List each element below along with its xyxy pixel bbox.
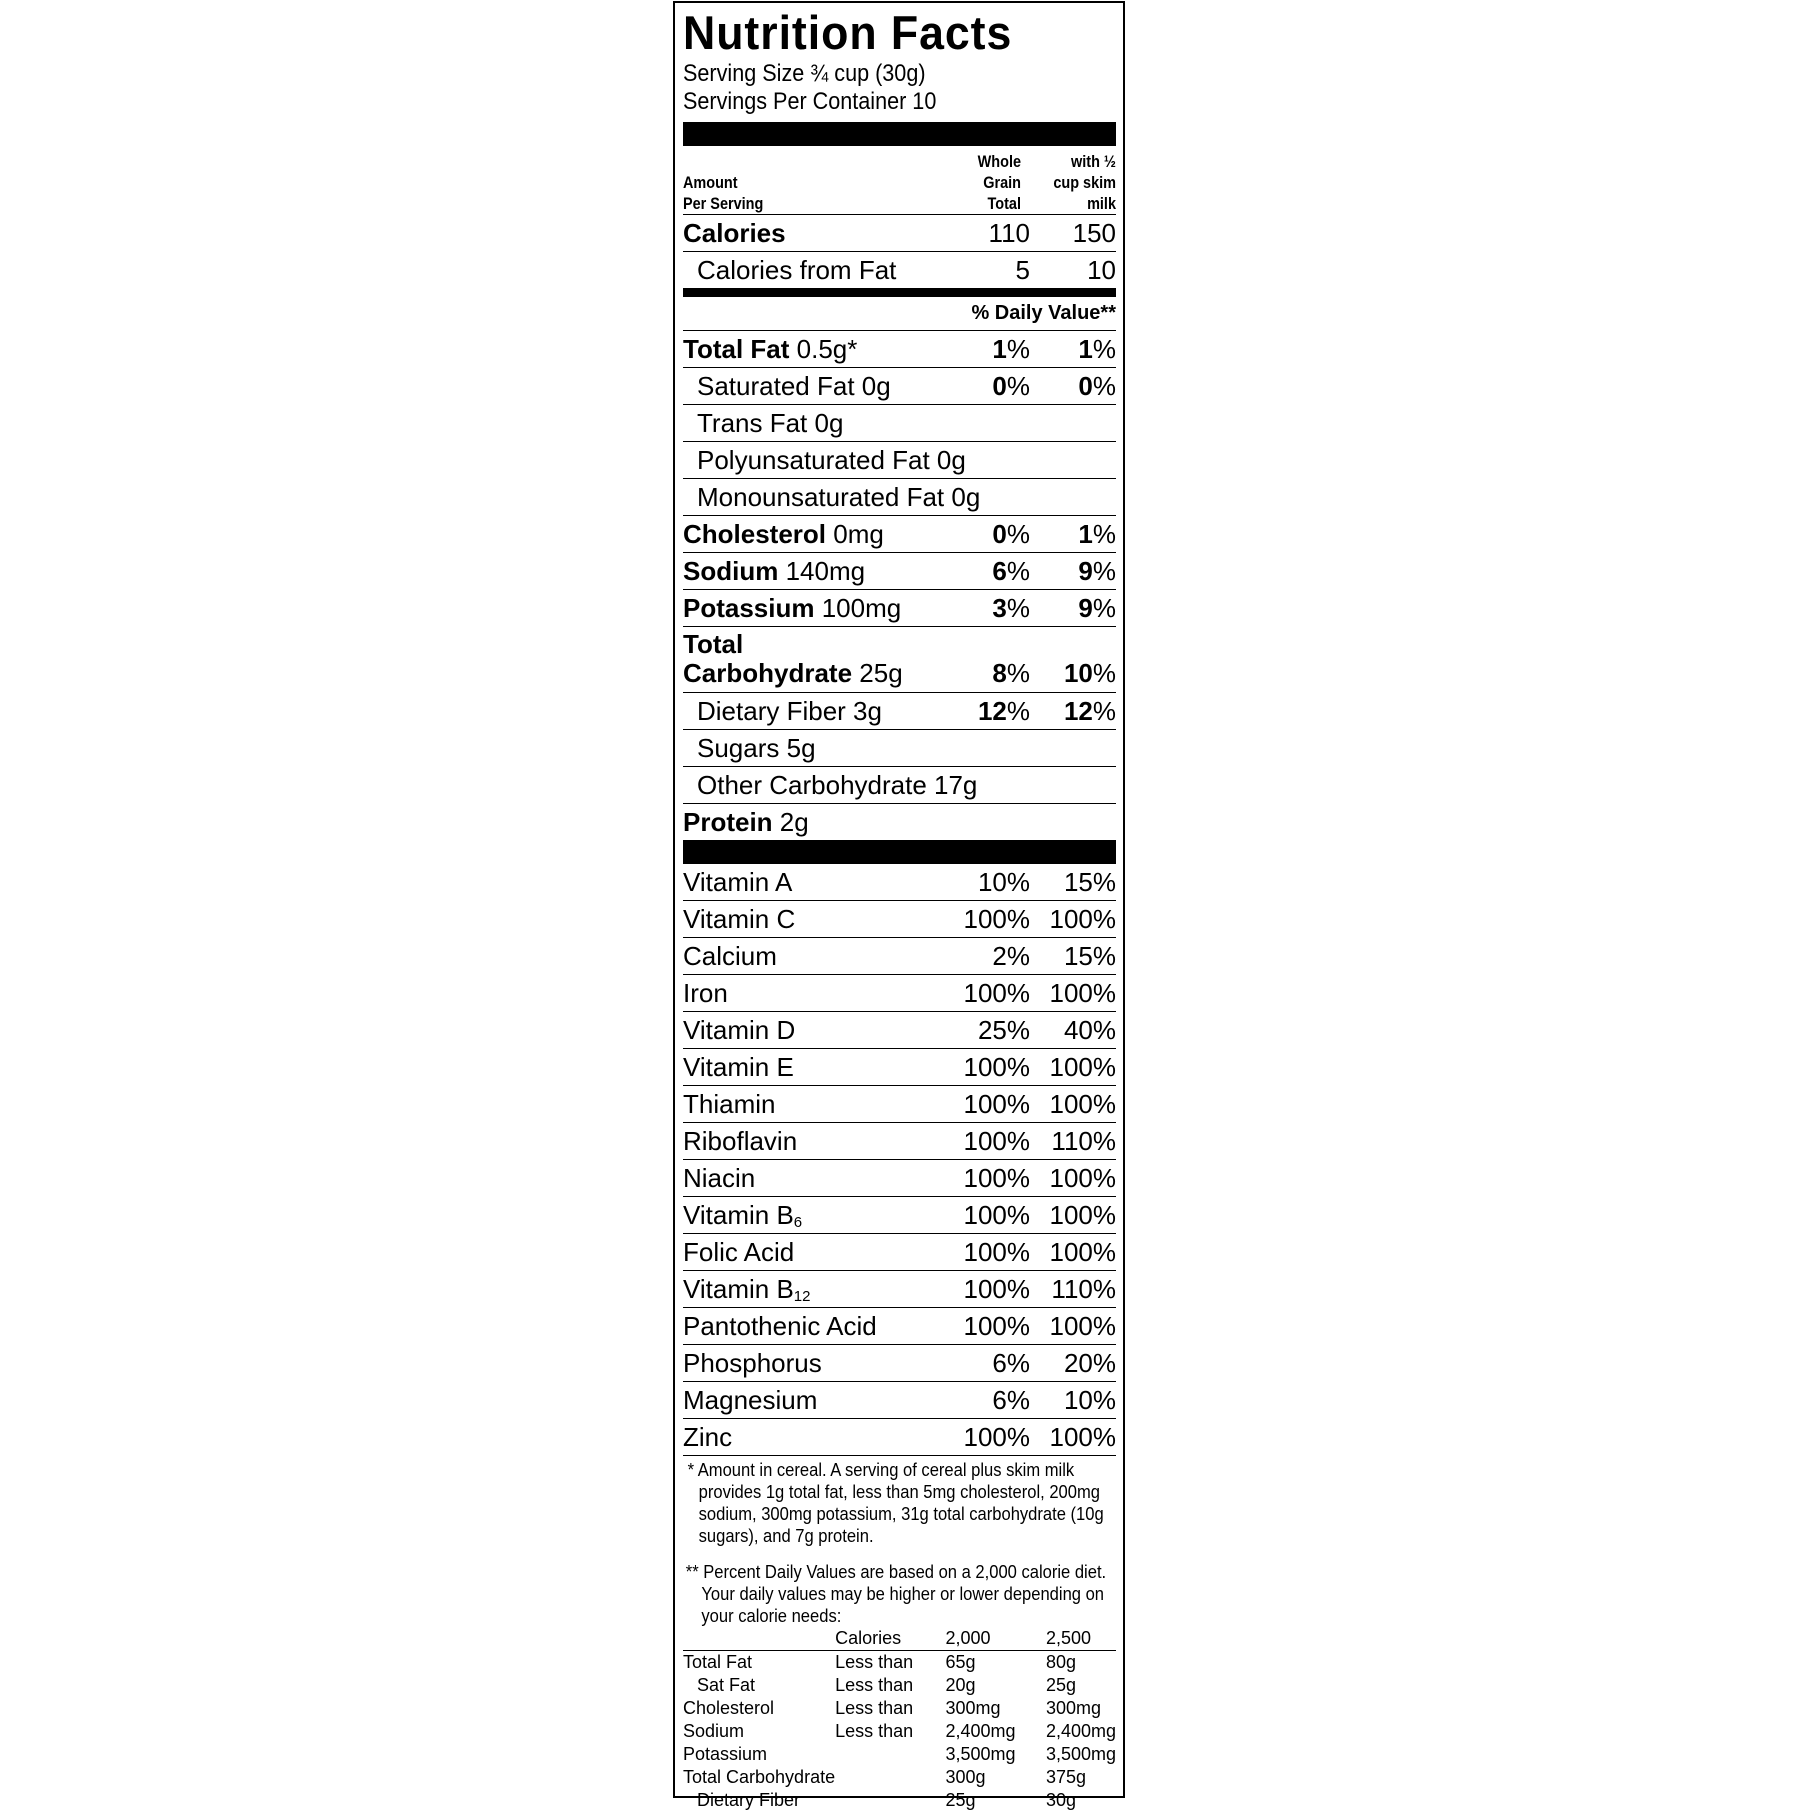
divider-thick-vitamins (683, 840, 1116, 864)
vitamin-dv-2: 100% (1049, 1088, 1116, 1119)
dv-table-cell: Potassium (683, 1744, 768, 1764)
dv-table-cell: 2,400mg (945, 1721, 1016, 1741)
vitamin-dv-1: 100% (963, 1051, 1030, 1082)
total-carbohydrate-label (683, 630, 935, 688)
vitamin-row (683, 1123, 1116, 1160)
trans-fat-label: Trans Fat 0g (697, 407, 844, 438)
percent-sign: % (1006, 592, 1030, 623)
vitamin-dv-1: 100% (963, 1162, 1030, 1193)
vitamin-dv-2: 100% (1049, 1421, 1116, 1452)
vitamin-row (683, 1049, 1116, 1086)
vitamin-row (683, 1012, 1116, 1049)
vitamin-name-text: Vitamin A (683, 866, 793, 897)
dv-table-cell: Sodium (683, 1721, 745, 1741)
vitamin-row (683, 864, 1116, 901)
dv-table-cell: Less than (835, 1652, 914, 1672)
percent-sign: % (1006, 695, 1030, 726)
percent-sign: % (1006, 333, 1030, 364)
vitamin-name (683, 1237, 935, 1268)
cholesterol-name: Cholesterol (683, 518, 827, 549)
vitamin-name-text: Riboflavin (683, 1125, 798, 1156)
dv-table-cell: Sat Fat (697, 1675, 756, 1695)
vitamin-dv-1: 100% (963, 903, 1030, 934)
vitamin-name-text: Vitamin D (683, 1014, 796, 1045)
vitamin-dv-2: 100% (1049, 1236, 1116, 1267)
saturated-fat-dv-1-number: 0 (992, 370, 1007, 401)
percent-sign: % (1006, 518, 1030, 549)
vitamin-dv-1: 6% (992, 1384, 1030, 1415)
vitamin-name (683, 1015, 935, 1046)
vitamin-name-text: Phosphorus (683, 1347, 822, 1378)
vitamin-name-text: Vitamin B (683, 1199, 794, 1230)
total-fat-amount: 0.5g* (789, 333, 858, 364)
vitamin-name (683, 1422, 935, 1453)
nutrition-facts-inner (683, 3, 1116, 1810)
potassium-dv-2-number: 9 (1078, 592, 1093, 623)
vitamin-dv-2: 10% (1063, 1384, 1116, 1415)
divider-thick (683, 122, 1116, 146)
percent-sign: % (1006, 370, 1030, 401)
vitamin-row (683, 1160, 1116, 1197)
percent-sign: % (1092, 518, 1116, 549)
sodium-label (683, 556, 935, 587)
vitamin-row (683, 1419, 1116, 1456)
other-carbohydrate-label: Other Carbohydrate 17g (697, 769, 978, 800)
vitamin-name (683, 904, 935, 935)
total-fat-dv-1 (935, 334, 1030, 365)
vitamin-name-text: Thiamin (683, 1088, 776, 1119)
total-fat-name: Total Fat (683, 333, 790, 364)
sodium-amount: 140mg (778, 555, 866, 586)
vitamin-name-text: Iron (683, 977, 728, 1008)
vitamin-dv-2: 100% (1049, 977, 1116, 1008)
vitamin-dv-1: 100% (963, 1310, 1030, 1341)
dv-table-cell: Less than (835, 1721, 914, 1741)
potassium-dv-1-number: 3 (992, 592, 1007, 623)
vitamin-name (683, 1274, 935, 1305)
vitamin-dv-1: 100% (963, 1236, 1030, 1267)
col2-line2: cup skim (1053, 173, 1116, 192)
protein-name: Protein (683, 806, 773, 837)
dv-table-cell: 3,500mg (1045, 1744, 1116, 1764)
calories-from-fat-value-1: 5 (1015, 254, 1030, 285)
vitamin-name-text: Calcium (683, 940, 777, 971)
cholesterol-label (683, 519, 935, 550)
dv-table-header-cell: 2,000 (945, 1627, 1045, 1651)
vitamin-name-text: Zinc (683, 1421, 733, 1452)
carb-name-line2: Carbohydrate (683, 658, 853, 688)
vitamin-name-text: Niacin (683, 1162, 756, 1193)
vitamin-name (683, 1163, 935, 1194)
sodium-name: Sodium (683, 555, 779, 586)
carbohydrate-dv-2 (1030, 659, 1116, 688)
vitamin-dv-2: 100% (1049, 903, 1116, 934)
vitamin-dv-1: 100% (963, 1125, 1030, 1156)
carb-amount: 25g (852, 658, 903, 688)
vitamin-dv-1: 100% (963, 1273, 1030, 1304)
footnote-amount-in-cereal: * Amount in cereal. A serving of cereal plus skim milk provides 1g total fat, less than 5mg cholesterol, 200mg sodium, 300mg potassium, 31g total carbohydrate (10g sugars), and 7g protein. (687, 1460, 1104, 1546)
potassium-row (683, 590, 1116, 627)
carb-name-line1: Total (683, 629, 744, 659)
vitamin-name (683, 1348, 935, 1379)
vitamin-name-text: Folic Acid (683, 1236, 795, 1267)
daily-value-header: % Daily Value** (683, 297, 1116, 331)
cholesterol-amount: 0mg (826, 518, 884, 549)
calories-value-2: 150 (1072, 217, 1116, 248)
percent-sign: % (1092, 555, 1116, 586)
other-carbohydrate-row (683, 767, 1116, 804)
vitamin-row (683, 975, 1116, 1012)
calories-from-fat-value-2: 10 (1087, 254, 1116, 285)
calories-from-fat-row (683, 252, 1116, 288)
skim-milk-column-header (1035, 151, 1116, 214)
vitamin-dv-2: 15% (1063, 866, 1116, 897)
vitamin-dv-2: 15% (1063, 940, 1116, 971)
calories-value-1: 110 (988, 217, 1030, 248)
dv-table-cell: 375g (1045, 1767, 1086, 1787)
monounsaturated-fat-row (683, 479, 1116, 516)
dv-table-row (683, 1651, 1116, 1675)
saturated-fat-row (683, 368, 1116, 405)
vitamin-row (683, 938, 1116, 975)
amount-per-serving-label (683, 172, 890, 214)
calories-label: Calories (683, 217, 786, 248)
percent-sign: % (1006, 555, 1030, 586)
dv-table-cell: 25g (1045, 1675, 1076, 1695)
carbohydrate-dv-2-number: 10 (1063, 658, 1093, 688)
percent-sign: % (1092, 658, 1116, 688)
dv-table-row (683, 1697, 1116, 1720)
vitamin-subscript: 6 (793, 1213, 803, 1231)
col2-line3: milk (1087, 194, 1116, 213)
panel-title: Nutrition Facts (683, 6, 1013, 59)
protein-row (683, 804, 1116, 840)
dv-table-header-cell (683, 1627, 835, 1651)
cholesterol-dv-2 (1030, 519, 1116, 550)
dv-table-cell: Less than (835, 1675, 914, 1695)
percent-sign: % (1092, 592, 1116, 623)
vitamin-dv-1: 2% (992, 940, 1030, 971)
dv-table-cell: Total Fat (683, 1652, 753, 1672)
vitamin-name (683, 978, 935, 1009)
dv-table-header-row (683, 1627, 1116, 1651)
protein-label (683, 807, 1116, 838)
vitamin-dv-2: 100% (1049, 1310, 1116, 1341)
saturated-fat-dv-2-number: 0 (1078, 370, 1093, 401)
dv-table-cell: 300g (945, 1767, 986, 1787)
calories-row (683, 215, 1116, 252)
vitamin-name-text: Vitamin B (683, 1273, 794, 1304)
footnote-daily-values: ** Percent Daily Values are based on a 2,000 calorie diet. Your daily values may be higher or lower depending on your calorie needs: (685, 1562, 1107, 1626)
potassium-label (683, 593, 935, 624)
vitamin-row (683, 1197, 1116, 1234)
amount-label-line1: Amount (683, 173, 738, 192)
trans-fat-row (683, 405, 1116, 442)
dv-table-row (683, 1766, 1116, 1789)
serving-size: Serving Size ¾ cup (30g) (683, 60, 926, 87)
sodium-dv-2 (1030, 556, 1116, 587)
percent-sign: % (1092, 370, 1116, 401)
cholesterol-dv-2-number: 1 (1078, 518, 1093, 549)
dv-table-cell: 300mg (1045, 1698, 1101, 1718)
col2-line1: with ½ (1071, 152, 1116, 171)
potassium-amount: 100mg (814, 592, 902, 623)
dv-table-row (683, 1789, 1116, 1812)
vitamin-row (683, 1308, 1116, 1345)
footnotes (683, 1459, 1116, 1812)
column-header (683, 146, 1116, 215)
vitamin-dv-2: 100% (1049, 1199, 1116, 1230)
sugars-row (683, 730, 1116, 767)
col1-line1: Whole (977, 152, 1021, 171)
saturated-fat-label: Saturated Fat 0g (697, 370, 891, 401)
vitamin-dv-2: 110% (1051, 1125, 1116, 1156)
dv-table-cell: 65g (945, 1652, 976, 1672)
vitamin-name (683, 1126, 935, 1157)
dv-table-header-cell: Calories (835, 1627, 945, 1651)
potassium-dv-1 (935, 593, 1030, 624)
vitamin-dv-1: 100% (963, 1421, 1030, 1452)
percent-sign: % (1006, 658, 1030, 688)
dv-table-cell: 2,400mg (1045, 1721, 1116, 1741)
vitamin-list (683, 864, 1116, 1456)
vitamin-name (683, 1385, 935, 1416)
vitamin-name-text: Vitamin E (683, 1051, 794, 1082)
dv-table-cell: 80g (1045, 1652, 1076, 1672)
dv-table-cell (835, 1789, 945, 1812)
whole-grain-column-header (940, 151, 1021, 214)
col1-line3: Total (987, 194, 1021, 213)
vitamin-row (683, 1086, 1116, 1123)
vitamin-row (683, 1382, 1116, 1419)
daily-value-reference-table (683, 1627, 1116, 1812)
servings-per-container: Servings Per Container 10 (683, 88, 937, 115)
vitamin-dv-2: 40% (1063, 1014, 1116, 1045)
sodium-dv-2-number: 9 (1078, 555, 1093, 586)
cholesterol-row (683, 516, 1116, 553)
vitamin-dv-1: 6% (992, 1347, 1030, 1378)
total-fat-dv-2 (1030, 334, 1116, 365)
vitamin-dv-1: 100% (963, 977, 1030, 1008)
cholesterol-dv-1-number: 0 (992, 518, 1007, 549)
vitamin-name-text: Pantothenic Acid (683, 1310, 877, 1341)
dv-table-cell: 300mg (945, 1698, 1001, 1718)
vitamin-row (683, 1345, 1116, 1382)
fiber-dv-1-number: 12 (977, 695, 1007, 726)
polyunsaturated-fat-row (683, 442, 1116, 479)
total-fat-dv-1-number: 1 (992, 333, 1007, 364)
divider-medium (683, 288, 1116, 297)
total-fat-dv-2-number: 1 (1078, 333, 1093, 364)
vitamin-dv-1: 10% (977, 866, 1030, 897)
vitamin-dv-2: 100% (1049, 1162, 1116, 1193)
dietary-fiber-row (683, 693, 1116, 730)
vitamin-row (683, 901, 1116, 938)
vitamin-dv-2: 110% (1051, 1273, 1116, 1304)
vitamin-name (683, 1200, 935, 1231)
dv-table-cell (835, 1766, 945, 1789)
percent-sign: % (1092, 695, 1116, 726)
dv-table-cell: Less than (835, 1698, 914, 1718)
fiber-dv-2-number: 12 (1063, 695, 1093, 726)
total-fat-row (683, 331, 1116, 368)
dv-table-cell: 3,500mg (945, 1744, 1016, 1764)
vitamin-name (683, 1052, 935, 1083)
sodium-dv-1-number: 6 (992, 555, 1007, 586)
vitamin-name-text: Vitamin C (683, 903, 796, 934)
potassium-dv-2 (1030, 593, 1116, 624)
sugars-label: Sugars 5g (697, 732, 816, 763)
vitamin-subscript: 12 (793, 1287, 811, 1305)
protein-amount: 2g (772, 806, 809, 837)
dv-table-cell: Cholesterol (683, 1698, 775, 1718)
saturated-fat-dv-2 (1030, 371, 1116, 402)
dv-table-row (683, 1720, 1116, 1743)
dv-table-header-cell: 2,500 (1046, 1627, 1116, 1651)
dv-table-cell: 25g (945, 1790, 976, 1810)
total-carbohydrate-row (683, 627, 1116, 693)
fiber-dv-1 (935, 696, 1030, 727)
dv-table-cell: Dietary Fiber (697, 1790, 801, 1810)
vitamin-name-text: Magnesium (683, 1384, 818, 1415)
polyunsaturated-fat-label: Polyunsaturated Fat 0g (697, 444, 966, 475)
dv-table-cell (835, 1743, 945, 1766)
vitamin-dv-1: 100% (963, 1088, 1030, 1119)
vitamin-name (683, 867, 935, 898)
carbohydrate-dv-1-number: 8 (992, 658, 1007, 688)
cholesterol-dv-1 (935, 519, 1030, 550)
nutrition-facts-panel (673, 1, 1125, 1810)
potassium-name: Potassium (683, 592, 815, 623)
percent-sign: % (1092, 333, 1116, 364)
dv-table-cell: Total Carbohydrate (683, 1767, 836, 1787)
vitamin-name (683, 1089, 935, 1120)
dv-table-row (683, 1674, 1116, 1697)
sodium-row (683, 553, 1116, 590)
vitamin-dv-2: 20% (1063, 1347, 1116, 1378)
dv-table-row (683, 1743, 1116, 1766)
monounsaturated-fat-label: Monounsaturated Fat 0g (697, 481, 981, 512)
vitamin-dv-1: 25% (977, 1014, 1030, 1045)
sodium-dv-1 (935, 556, 1030, 587)
total-fat-label (683, 334, 935, 365)
vitamin-dv-1: 100% (963, 1199, 1030, 1230)
dv-table-cell: 20g (945, 1675, 976, 1695)
col1-line2: Grain (983, 173, 1021, 192)
carbohydrate-dv-1 (935, 659, 1030, 688)
dietary-fiber-label: Dietary Fiber 3g (697, 695, 882, 726)
calories-from-fat-label: Calories from Fat (697, 254, 897, 285)
dv-table-cell: 30g (1045, 1790, 1076, 1810)
fiber-dv-2 (1030, 696, 1116, 727)
vitamin-name (683, 941, 935, 972)
vitamin-dv-2: 100% (1049, 1051, 1116, 1082)
vitamin-name (683, 1311, 935, 1342)
vitamin-row (683, 1271, 1116, 1308)
vitamin-row (683, 1234, 1116, 1271)
amount-label-line2: Per Serving (683, 194, 764, 213)
saturated-fat-dv-1 (935, 371, 1030, 402)
